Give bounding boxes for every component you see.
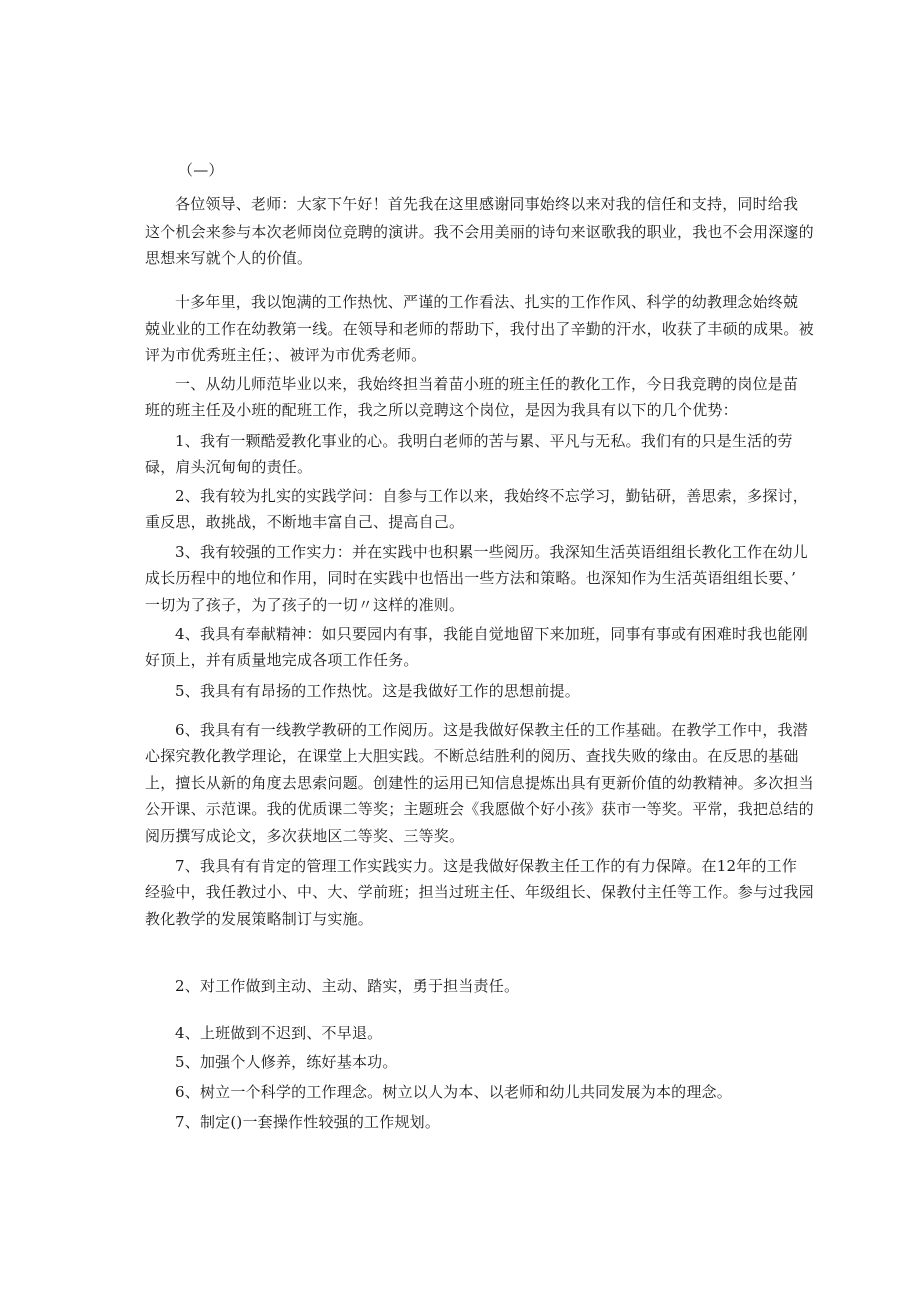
list-item: 7、制定()一套操作性较强的工作规划。 — [175, 1113, 441, 1131]
paragraph-line: 5、我具有有昂扬的工作热忱。这是我做好工作的思想前提。 — [175, 682, 580, 700]
paragraph-line: 1、我有一颗酷爱教化事业的心。我明白老师的苦与累、平凡与无私。我们有的只是生活的劳 — [175, 432, 793, 450]
list-item: 5、加强个人修养，练好基本功。 — [175, 1053, 398, 1071]
section-heading: （—） — [178, 161, 224, 179]
paragraph-line: 公开课、示范课。我的优质课二等奖；主题班会《我愿做个好小孩》获市一等奖。平常，我把总结的 — [145, 800, 814, 818]
paragraph-line: 一、从幼儿师范毕业以来，我始终担当着苗小班的班主任的教化工作，今日我竞聘的岗位是苗 — [175, 375, 799, 393]
paragraph-line: 6、我具有有一线教学教研的工作阅历。这是我做好保教主任的工作基础。在教学工作中，我潜 — [175, 721, 808, 739]
paragraph-line: 教化教学的发展策略制订与实施。 — [145, 910, 374, 928]
paragraph-line: 兢业业的工作在幼教第一线。在领导和老师的帮助下，我付出了辛勤的汗水，收获了丰硕的成果。被 — [145, 320, 814, 338]
paragraph-line: 思想来写就个人的价值。 — [145, 249, 313, 267]
list-item: 4、上班做到不迟到、不早退。 — [175, 1024, 383, 1042]
paragraph-line: 2、我有较为扎实的实践学问：自参与工作以来，我始终不忘学习，勤钻研，善思索，多探讨， — [175, 487, 808, 505]
paragraph-line: 成长历程中的地位和作用，同时在实践中也悟出一些方法和策略。也深知作为生活英语组组长要、’ — [145, 569, 797, 587]
paragraph-line: 心探究教化教学理论，在课堂上大胆实践。不断总结胜利的阅历、查找失败的缘由。在反思的基础 — [145, 747, 799, 765]
paragraph-line: 重反思，敢挑战，不断地丰富自己、提高自己。 — [145, 513, 465, 531]
paragraph-line: 评为市优秀班主任；、被评为市优秀老师。 — [145, 346, 427, 364]
paragraph-line: 阅历撰写成论文，多次获地区二等奖、三等奖。 — [145, 827, 465, 845]
paragraph-line: 4、我具有奉献精神：如只要园内有事，我能自觉地留下来加班，同事有事或有困难时我也能刚 — [175, 625, 808, 643]
paragraph-line: 一切为了孩子，为了孩子的一切〃这样的准则。 — [145, 596, 465, 614]
paragraph-line: 7、我具有有肯定的管理工作实践实力。这是我做好保教主任工作的有力保障。在12年的工作 — [175, 857, 798, 875]
paragraph-line: 十多年里，我以饱满的工作热忱、严谨的工作看法、扎实的工作作风、科学的幼教理念始终兢 — [175, 293, 799, 311]
paragraph-line: 上，擅长从新的角度去思索问题。创建性的运用已知信息提炼出具有更新价值的幼教精神。多次担当 — [145, 774, 814, 792]
paragraph-line: 3、我有较强的工作实力：并在实践中也积累一些阅历。我深知生活英语组组长教化工作在幼儿 — [175, 543, 808, 561]
list-item: 6、树立一个科学的工作理念。树立以人为本、以老师和幼儿共同发展为本的理念。 — [175, 1083, 732, 1101]
paragraph-line: 碌，肩头沉甸甸的责任。 — [145, 458, 313, 476]
paragraph-line: 这个机会来参与本次老师岗位竞聘的演讲。我不会用美丽的诗句来讴歌我的职业，我也不会用深邃的 — [145, 223, 814, 241]
paragraph-line: 班的班主任及小班的配班工作，我之所以竞聘这个岗位，是因为我具有以下的几个优势： — [145, 401, 738, 419]
list-item: 2、对工作做到主动、主动、踏实，勇于担当责任。 — [175, 977, 520, 995]
paragraph-line: 各位领导、老师：大家下午好！首先我在这里感谢同事始终以来对我的信任和支持，同时给我 — [175, 195, 799, 213]
paragraph-line: 好顶上，并有质量地完成各项工作任务。 — [145, 651, 419, 669]
paragraph-line: 经验中，我任教过小、中、大、学前班；担当过班主任、年级组长、保教付主任等工作。参与过我园 — [145, 883, 814, 901]
